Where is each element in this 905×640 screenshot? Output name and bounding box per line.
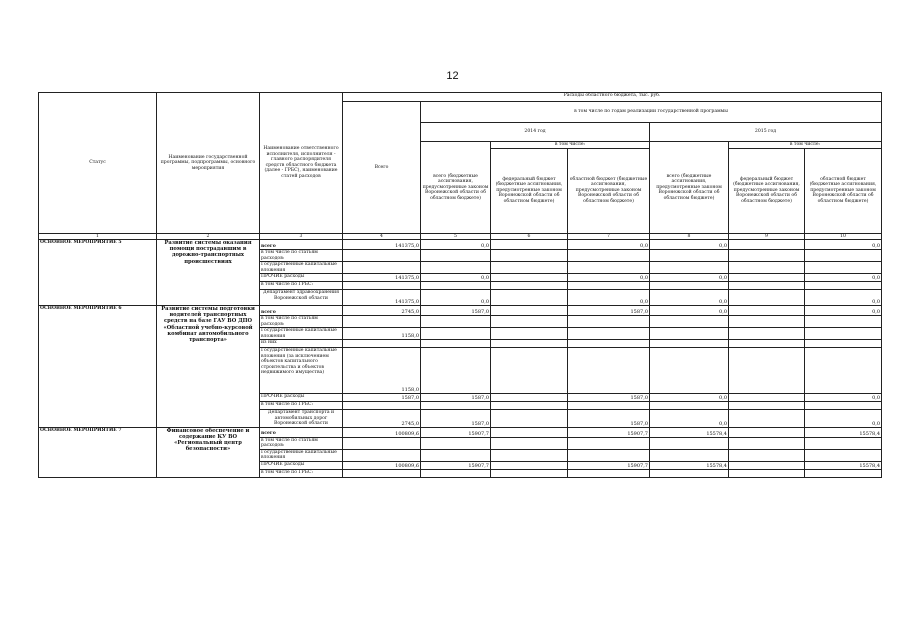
value-cell: 0,0 [805, 274, 882, 282]
value-cell: 0,0 [650, 306, 729, 316]
value-cell [729, 437, 805, 449]
value-cell [421, 262, 491, 274]
header-expenses: Расходы областного бюджета, тыс. руб. [343, 93, 882, 102]
column-number: 5 [421, 233, 491, 240]
status-cell: ОСНОВНОЕ МЕРОПРИЯТИЕ 7 [39, 427, 157, 477]
value-cell [650, 437, 729, 449]
value-cell [805, 469, 882, 477]
column-number: 4 [343, 233, 421, 240]
value-cell: 0,0 [421, 290, 491, 306]
value-cell [491, 328, 568, 340]
value-cell [491, 437, 568, 449]
value-cell [568, 250, 650, 262]
header-regional-2015: областной бюджет (бюджетные ассигнования, предусмотренные законом Воронежской области об областном бюджете) [805, 148, 882, 233]
value-cell: 1158,0 [343, 328, 421, 340]
table-body [39, 240, 882, 478]
row-label-cell: Государственные капитальные вложения (за исключением объектов капитального строительства и объектов недвижимого имущества) [260, 348, 343, 394]
value-cell [421, 348, 491, 394]
value-cell: 0,0 [421, 240, 491, 250]
program-name-cell: Развитие системы подготовки водителей транспортных средств на базе ГАУ ВО ДПО «Областной учебно-курсовой комбинат автомобильного транспорта» [157, 306, 260, 428]
table-header [39, 93, 882, 240]
value-cell [421, 282, 491, 290]
value-cell [729, 402, 805, 410]
value-cell: 15907,7 [568, 427, 650, 437]
value-cell [491, 461, 568, 469]
column-number: 10 [805, 233, 882, 240]
value-cell [805, 282, 882, 290]
value-cell [421, 449, 491, 461]
value-cell [421, 437, 491, 449]
value-cell: 15907,7 [421, 461, 491, 469]
table-row [39, 240, 882, 250]
value-cell [491, 290, 568, 306]
value-cell [729, 427, 805, 437]
value-cell [491, 240, 568, 250]
value-cell [805, 328, 882, 340]
column-number: 3 [260, 233, 343, 240]
value-cell [805, 262, 882, 274]
header-year-2015: 2015 год [650, 123, 882, 142]
header-by-years: в том числе по годам реализации государственной программы [421, 102, 882, 123]
value-cell [729, 469, 805, 477]
row-label-cell: всего [260, 306, 343, 316]
value-cell: 1158,0 [343, 348, 421, 394]
row-label-cell: всего [260, 240, 343, 250]
value-cell [805, 340, 882, 348]
column-number: 9 [729, 233, 805, 240]
row-label-cell: Государственные капитальные вложения [260, 449, 343, 461]
value-cell [729, 274, 805, 282]
budget-table [38, 92, 882, 478]
value-cell [343, 282, 421, 290]
value-cell [805, 348, 882, 394]
row-label-cell: в том числе по ГРБС: [260, 469, 343, 477]
value-cell [729, 394, 805, 402]
value-cell: 1587,0 [421, 410, 491, 428]
value-cell [729, 290, 805, 306]
value-cell [729, 410, 805, 428]
value-cell [421, 316, 491, 328]
column-number: 7 [568, 233, 650, 240]
value-cell [421, 469, 491, 477]
value-cell [805, 437, 882, 449]
value-cell [568, 449, 650, 461]
value-cell: 0,0 [650, 274, 729, 282]
value-cell [650, 449, 729, 461]
value-cell: 1587,0 [568, 410, 650, 428]
row-label-cell: всего [260, 427, 343, 437]
table-row [39, 306, 882, 316]
value-cell: 0,0 [650, 410, 729, 428]
value-cell: 15907,7 [421, 427, 491, 437]
value-cell [491, 306, 568, 316]
value-cell [343, 437, 421, 449]
column-number: 6 [491, 233, 568, 240]
row-label-cell: в том числе по статьям расходов: [260, 437, 343, 449]
header-regional-2014: областной бюджет (бюджетные ассигнования, предусмотренные законом Воронежской области об областном бюджете) [568, 148, 650, 233]
value-cell [650, 316, 729, 328]
value-cell [491, 274, 568, 282]
program-name-cell: Финансовое обеспечение и содержание КУ ВО «Региональный центр безопасности» [157, 427, 260, 477]
value-cell [491, 340, 568, 348]
value-cell: 0,0 [805, 410, 882, 428]
value-cell [343, 449, 421, 461]
row-label-cell: ПРОЧИЕ расходы [260, 394, 343, 402]
value-cell [568, 348, 650, 394]
row-label-cell: в том числе по ГРБС: [260, 402, 343, 410]
value-cell [491, 402, 568, 410]
value-cell [421, 402, 491, 410]
value-cell [421, 328, 491, 340]
value-cell [568, 328, 650, 340]
value-cell [729, 340, 805, 348]
value-cell [729, 282, 805, 290]
value-cell [568, 437, 650, 449]
value-cell [491, 262, 568, 274]
value-cell [491, 316, 568, 328]
value-cell [729, 348, 805, 394]
header-executor: Наименование ответственного исполнителя, исполнителя - главного распорядителя средств областного бюджета (далее - ГРБС), наименование статей расходов [260, 93, 343, 234]
value-cell [421, 340, 491, 348]
value-cell [805, 402, 882, 410]
value-cell [491, 469, 568, 477]
value-cell [650, 348, 729, 394]
value-cell [650, 328, 729, 340]
value-cell [343, 340, 421, 348]
value-cell: 1587,0 [421, 394, 491, 402]
value-cell [729, 306, 805, 316]
status-cell: ОСНОВНОЕ МЕРОПРИЯТИЕ 5 [39, 240, 157, 306]
value-cell [491, 282, 568, 290]
value-cell: 0,0 [568, 240, 650, 250]
value-cell [343, 250, 421, 262]
value-cell: 0,0 [568, 274, 650, 282]
value-cell [729, 449, 805, 461]
value-cell [805, 449, 882, 461]
value-cell [805, 316, 882, 328]
value-cell: 0,0 [805, 290, 882, 306]
value-cell [729, 328, 805, 340]
value-cell: 0,0 [650, 240, 729, 250]
value-cell: 0,0 [650, 394, 729, 402]
value-cell: 141375,0 [343, 240, 421, 250]
value-cell: 0,0 [805, 394, 882, 402]
header-total: Всего [343, 102, 421, 234]
value-cell: 2745,0 [343, 306, 421, 316]
column-number: 1 [39, 233, 157, 240]
value-cell [650, 250, 729, 262]
value-cell [568, 469, 650, 477]
page-number: 12 [446, 70, 459, 82]
value-cell: 0,0 [421, 274, 491, 282]
value-cell [650, 469, 729, 477]
header-federal-2014: федеральный бюджет (бюджетные ассигнования, предусмотренные законом Воронежской области об областном бюджете) [491, 148, 568, 233]
value-cell: 1587,0 [421, 306, 491, 316]
column-number: 8 [650, 233, 729, 240]
value-cell [729, 461, 805, 469]
value-cell: 0,0 [568, 290, 650, 306]
value-cell: 1587,0 [568, 306, 650, 316]
value-cell [729, 240, 805, 250]
header-federal-2015: федеральный бюджет (бюджетные ассигнования, предусмотренные законом Воронежской области об областном бюджете) [729, 148, 805, 233]
program-name-cell: Развитие системы оказания помощи пострадавшим в дорожно-транспортных происшествиях [157, 240, 260, 306]
value-cell [650, 282, 729, 290]
value-cell [568, 402, 650, 410]
value-cell: 2745,0 [343, 410, 421, 428]
row-label-cell: в том числе по статьям расходов: [260, 250, 343, 262]
value-cell: 0,0 [650, 290, 729, 306]
value-cell [491, 250, 568, 262]
row-label-cell: Государственные капитальные вложения [260, 262, 343, 274]
value-cell: 0,0 [805, 240, 882, 250]
value-cell [343, 402, 421, 410]
value-cell: 141375,0 [343, 274, 421, 282]
value-cell [568, 262, 650, 274]
value-cell: 100809,6 [343, 461, 421, 469]
header-status: Статус [39, 93, 157, 234]
value-cell [491, 449, 568, 461]
value-cell [729, 250, 805, 262]
row-label-cell: из них [260, 340, 343, 348]
row-label-cell: Департамент здравоохранения Воронежской области [260, 290, 343, 306]
table-row [39, 427, 882, 437]
value-cell: 15578,4 [805, 427, 882, 437]
value-cell: 15578,4 [805, 461, 882, 469]
value-cell [343, 316, 421, 328]
header-total-2014: всего (бюджетные ассигнования, предусмотренные законом Воронежской области об областном бюджете) [421, 142, 491, 234]
header-incl-2014: в том числе: [491, 142, 650, 149]
row-label-cell: Департамент транспорта и автомобильных дорог Воронежской области [260, 410, 343, 428]
value-cell: 15578,4 [650, 427, 729, 437]
value-cell: 1587,0 [568, 394, 650, 402]
value-cell [491, 427, 568, 437]
status-cell: ОСНОВНОЕ МЕРОПРИЯТИЕ 6 [39, 306, 157, 428]
value-cell: 1587,0 [343, 394, 421, 402]
row-label-cell: ПРОЧИЕ расходы [260, 461, 343, 469]
value-cell [343, 469, 421, 477]
value-cell: 100809,6 [343, 427, 421, 437]
value-cell [729, 262, 805, 274]
value-cell: 15578,4 [650, 461, 729, 469]
value-cell: 0,0 [805, 306, 882, 316]
value-cell [650, 340, 729, 348]
value-cell [491, 348, 568, 394]
header-total-2015: всего (бюджетные ассигнования, предусмотренные законом Воронежской области об областном бюджете) [650, 142, 729, 234]
value-cell [568, 340, 650, 348]
header-name: Наименование государственной программы, подпрограммы, основного мероприятия [157, 93, 260, 234]
header-incl-2015: в том числе: [729, 142, 882, 149]
value-cell [421, 250, 491, 262]
value-cell [491, 394, 568, 402]
value-cell: 141375,0 [343, 290, 421, 306]
value-cell [568, 282, 650, 290]
value-cell [343, 262, 421, 274]
row-label-cell: в том числе по ГРБС: [260, 282, 343, 290]
value-cell [729, 316, 805, 328]
value-cell [491, 410, 568, 428]
row-label-cell: в том числе по статьям расходов: [260, 316, 343, 328]
value-cell [650, 262, 729, 274]
header-year-2014: 2014 год [421, 123, 650, 142]
value-cell [650, 402, 729, 410]
row-label-cell: Государственные капитальные вложения [260, 328, 343, 340]
row-label-cell: ПРОЧИЕ расходы [260, 274, 343, 282]
value-cell: 15907,7 [568, 461, 650, 469]
value-cell [568, 316, 650, 328]
column-number: 2 [157, 233, 260, 240]
value-cell [805, 250, 882, 262]
